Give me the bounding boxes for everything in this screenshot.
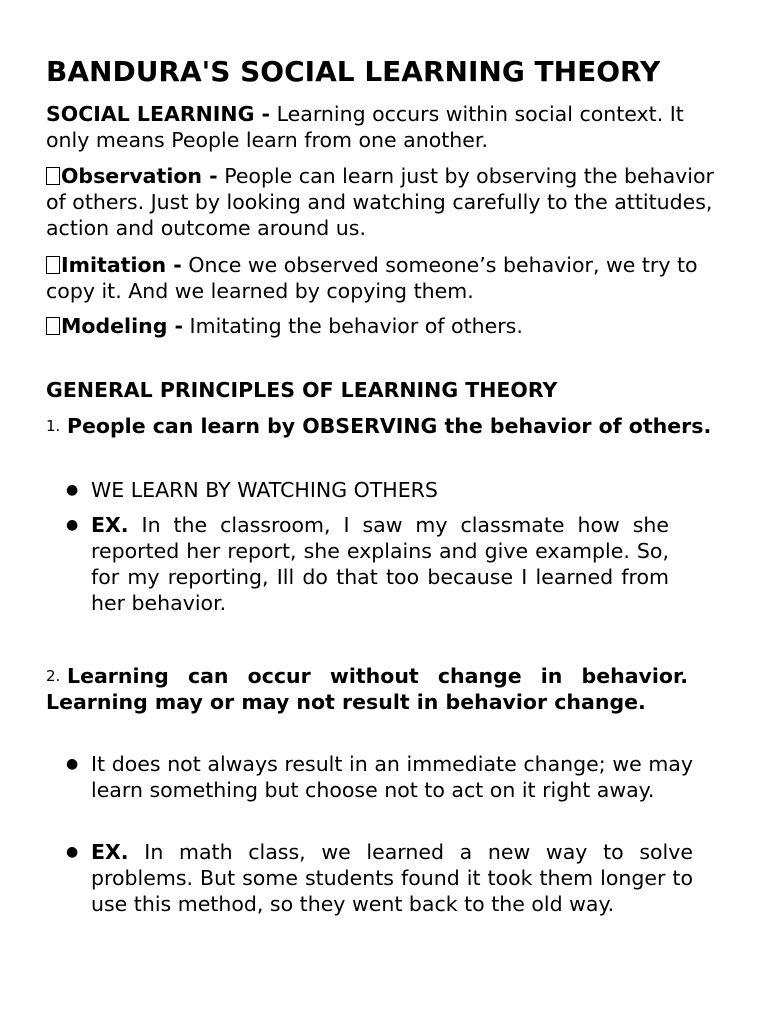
document-title: BANDURA'S SOCIAL LEARNING THEORY <box>46 55 661 88</box>
definition-term: Observation - <box>61 164 218 188</box>
example-label: EX. <box>91 513 129 537</box>
definition-term: Modeling - <box>61 314 184 338</box>
missing-glyph-icon <box>46 256 60 274</box>
principle-2 <box>46 663 688 715</box>
bullet-text <box>91 839 693 917</box>
definition-text: Once we observed someone’s behavior, we try to copy it. And we learned by copying them. <box>46 253 698 303</box>
definition-text: People can learn just by observing the behavior of others. Just by looking and watching carefully to the attitudes, action and outcome around us. <box>46 164 714 240</box>
principle-number: 1. <box>46 417 61 435</box>
bullet-text: WE LEARN BY WATCHING OTHERS <box>91 478 438 502</box>
principle-number: 2. <box>46 667 61 685</box>
definition-modeling <box>46 313 730 339</box>
definition-imitation <box>46 252 730 304</box>
bullet-text: It does not always result in an immediate change; we may learn something but choose not to act on it right away. <box>91 752 693 802</box>
principle-heading: People can learn by OBSERVING the behavior of others. <box>67 414 712 438</box>
definition-observation <box>46 163 730 241</box>
missing-glyph-icon <box>46 317 60 335</box>
bullet-icon: ● <box>66 482 79 498</box>
bullet-icon: ● <box>66 756 79 772</box>
social-learning-definition <box>46 101 730 153</box>
principle-heading: Learning can occur without change in behavior. Learning may or may not result in behavior change. <box>46 664 688 714</box>
social-learning-text: Learning occurs within social context. It only means People learn from one another. <box>46 102 684 152</box>
definition-text: Imitating the behavior of others. <box>183 314 523 338</box>
example-text: In the classroom, I saw my classmate how she reported her report, she explains and give example. So, for my reporting, Ill do that too because I learned from her behavior. <box>91 513 669 615</box>
missing-glyph-icon <box>46 167 60 185</box>
social-learning-term: SOCIAL LEARNING - <box>46 102 271 126</box>
bullet-icon: ● <box>66 517 79 533</box>
principles-heading: GENERAL PRINCIPLES OF LEARNING THEORY <box>46 378 558 402</box>
bullet-icon: ● <box>66 844 79 860</box>
bullet-text <box>91 512 669 616</box>
example-text: In math class, we learned a new way to solve problems. But some students found it took them longer to use this method, so they went back to the old way. <box>91 840 693 916</box>
example-label: EX. <box>91 840 129 864</box>
definition-term: Imitation - <box>61 253 182 277</box>
